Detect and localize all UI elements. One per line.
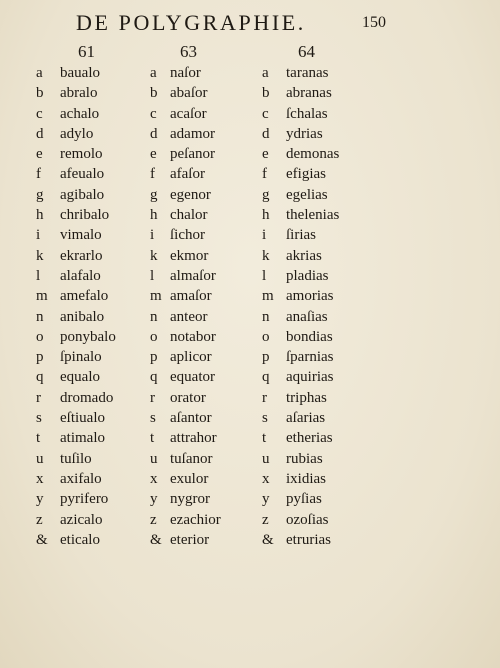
cipher-word: taranas <box>286 65 329 81</box>
cipher-word: anibalo <box>60 308 105 325</box>
cipher-word: aquirias <box>286 369 334 386</box>
key-letter: x <box>36 470 44 487</box>
cipher-word: exulor <box>170 470 209 487</box>
cipher-word: egelias <box>286 186 328 203</box>
cipher-word: amorias <box>286 288 334 305</box>
cipher-word: abralo <box>60 85 98 102</box>
key-letter: t <box>150 430 155 447</box>
key-letter: & <box>36 531 48 548</box>
cipher-word: amaſor <box>170 288 212 305</box>
key-letter: r <box>262 389 267 406</box>
cipher-word: alafalo <box>60 267 101 284</box>
key-letter: n <box>150 308 158 325</box>
key-letter: k <box>150 247 158 264</box>
key-letter: o <box>150 328 158 345</box>
cipher-word: afeualo <box>60 166 105 183</box>
key-letter: l <box>150 267 155 284</box>
cipher-word: ſparnias <box>286 349 334 366</box>
key-letter: i <box>36 227 41 244</box>
cipher-word: achalo <box>60 105 100 122</box>
cipher-word: efigias <box>286 166 326 183</box>
cipher-word: triphas <box>286 389 327 406</box>
key-letter: h <box>36 207 44 224</box>
key-letter: c <box>36 105 43 122</box>
cipher-word: attrahor <box>170 430 217 447</box>
key-letter: a <box>36 65 43 81</box>
cipher-word: azicalo <box>60 511 103 528</box>
cipher-word: ponybalo <box>60 328 116 345</box>
cipher-word: equalo <box>60 369 100 386</box>
cipher-word: atimalo <box>60 430 105 447</box>
key-letter: h <box>262 207 270 224</box>
key-letter: & <box>262 531 274 548</box>
cipher-word: peſanor <box>170 146 215 163</box>
key-letter: f <box>150 166 155 183</box>
cipher-word: aſantor <box>170 410 212 427</box>
key-letter: s <box>36 410 42 427</box>
cipher-word: almaſor <box>170 267 216 284</box>
cipher-word: vimalo <box>60 227 102 244</box>
cipher-word: ekrarlo <box>60 247 103 264</box>
cipher-word: aplicor <box>170 349 212 366</box>
cipher-word: thelenias <box>286 207 340 224</box>
cipher-word: akrias <box>286 247 322 264</box>
key-letter: y <box>262 491 270 508</box>
key-letter: b <box>262 85 270 102</box>
key-letter: m <box>150 288 162 305</box>
key-letter: u <box>262 450 270 467</box>
cipher-word: etherias <box>286 430 333 447</box>
cipher-word: axifalo <box>60 470 102 487</box>
cipher-word: ixidias <box>286 470 326 487</box>
column-number-2: 63 <box>180 42 197 61</box>
key-letter: x <box>262 470 270 487</box>
key-letter: d <box>36 125 44 142</box>
cipher-word: agibalo <box>60 186 105 203</box>
cipher-word: ſichor <box>170 227 205 244</box>
cipher-word: baualo <box>60 65 100 81</box>
cipher-word: abranas <box>286 85 332 102</box>
key-letter: l <box>36 267 41 284</box>
key-letter: s <box>262 410 268 427</box>
column-number-3: 64 <box>298 42 315 61</box>
key-letter: l <box>262 267 267 284</box>
key-letter: g <box>150 186 158 203</box>
cipher-word: amefalo <box>60 288 109 305</box>
cipher-word: ſpinalo <box>60 349 102 366</box>
cipher-word: notabor <box>170 328 216 345</box>
cipher-word: ydrias <box>286 125 323 142</box>
key-letter: u <box>150 450 158 467</box>
key-letter: r <box>150 389 155 406</box>
cipher-word: ekmor <box>170 247 209 264</box>
cipher-word: demonas <box>286 146 340 163</box>
cipher-word: adylo <box>60 125 94 142</box>
key-letter: k <box>262 247 270 264</box>
key-letter: c <box>150 105 157 122</box>
key-letter: t <box>36 430 41 447</box>
cipher-word: anaſias <box>286 308 328 325</box>
cipher-word: aſarias <box>286 410 326 427</box>
key-letter: z <box>36 511 43 528</box>
key-letter: r <box>36 389 41 406</box>
key-letter: m <box>262 288 274 305</box>
cipher-word: etrurias <box>286 531 331 548</box>
cipher-word: anteor <box>170 308 208 325</box>
key-letter: d <box>262 125 270 142</box>
key-letter: z <box>150 511 157 528</box>
key-letter: c <box>262 105 269 122</box>
cipher-word: adamor <box>170 125 215 142</box>
key-letter: t <box>262 430 267 447</box>
cipher-word: ezachior <box>170 511 221 528</box>
cipher-word: eſtiualo <box>60 410 105 427</box>
key-letter: n <box>36 308 44 325</box>
key-letter: d <box>150 125 158 142</box>
page-title: DE POLYGRAPHIE. <box>76 10 306 35</box>
cipher-word: afaſor <box>170 166 205 183</box>
key-letter: g <box>36 186 44 203</box>
key-letter: b <box>150 85 158 102</box>
key-letter: s <box>150 410 156 427</box>
cipher-word: acaſor <box>170 105 207 122</box>
key-letter: q <box>262 369 270 386</box>
cipher-word: bondias <box>286 328 333 345</box>
key-letter: x <box>150 470 158 487</box>
cipher-word: egenor <box>170 186 211 203</box>
cipher-word: pyrifero <box>60 491 109 508</box>
key-letter: o <box>36 328 44 345</box>
cipher-word: ſchalas <box>286 105 328 122</box>
cipher-word: ozoſias <box>286 511 329 528</box>
key-letter: y <box>150 491 158 508</box>
cipher-word: naſor <box>170 65 201 81</box>
page-number: 150 <box>362 14 386 31</box>
cipher-word: chribalo <box>60 207 110 224</box>
key-letter: e <box>150 146 157 163</box>
cipher-word: abaſor <box>170 85 208 102</box>
cipher-word: pyſias <box>286 491 322 508</box>
cipher-word: dromado <box>60 389 114 406</box>
key-letter: k <box>36 247 44 264</box>
cipher-word: tuſanor <box>170 450 213 467</box>
key-letter: f <box>262 166 267 183</box>
column-number-1: 61 <box>78 42 95 61</box>
key-letter: e <box>36 146 43 163</box>
key-letter: f <box>36 166 41 183</box>
cipher-word: eterior <box>170 531 210 548</box>
key-letter: g <box>262 186 270 203</box>
key-letter: q <box>150 369 158 386</box>
cipher-word: chalor <box>170 207 208 224</box>
cipher-word: eticalo <box>60 531 100 548</box>
key-letter: & <box>150 531 162 548</box>
cipher-word: pladias <box>286 267 329 284</box>
key-letter: p <box>36 349 44 366</box>
key-letter: z <box>262 511 269 528</box>
cipher-word: rubias <box>286 450 323 467</box>
cipher-word: nygror <box>170 491 210 508</box>
key-letter: y <box>36 491 44 508</box>
key-letter: b <box>36 85 44 102</box>
key-letter: i <box>262 227 267 244</box>
key-letter: p <box>150 349 158 366</box>
key-letter: a <box>262 65 269 81</box>
key-letter: h <box>150 207 158 224</box>
key-letter: e <box>262 146 269 163</box>
key-letter: m <box>36 288 48 305</box>
key-letter: o <box>262 328 270 345</box>
cipher-word: tuſilo <box>60 450 92 467</box>
key-letter: i <box>150 227 155 244</box>
key-letter: q <box>36 369 44 386</box>
running-header <box>0 10 500 40</box>
cipher-word: ſirias <box>286 227 316 244</box>
key-letter: u <box>36 450 44 467</box>
key-letter: n <box>262 308 270 325</box>
key-letter: p <box>262 349 270 366</box>
cipher-word: remolo <box>60 146 103 163</box>
cipher-word: equator <box>170 369 215 386</box>
cipher-word: orator <box>170 389 206 406</box>
key-letter: a <box>150 65 157 81</box>
